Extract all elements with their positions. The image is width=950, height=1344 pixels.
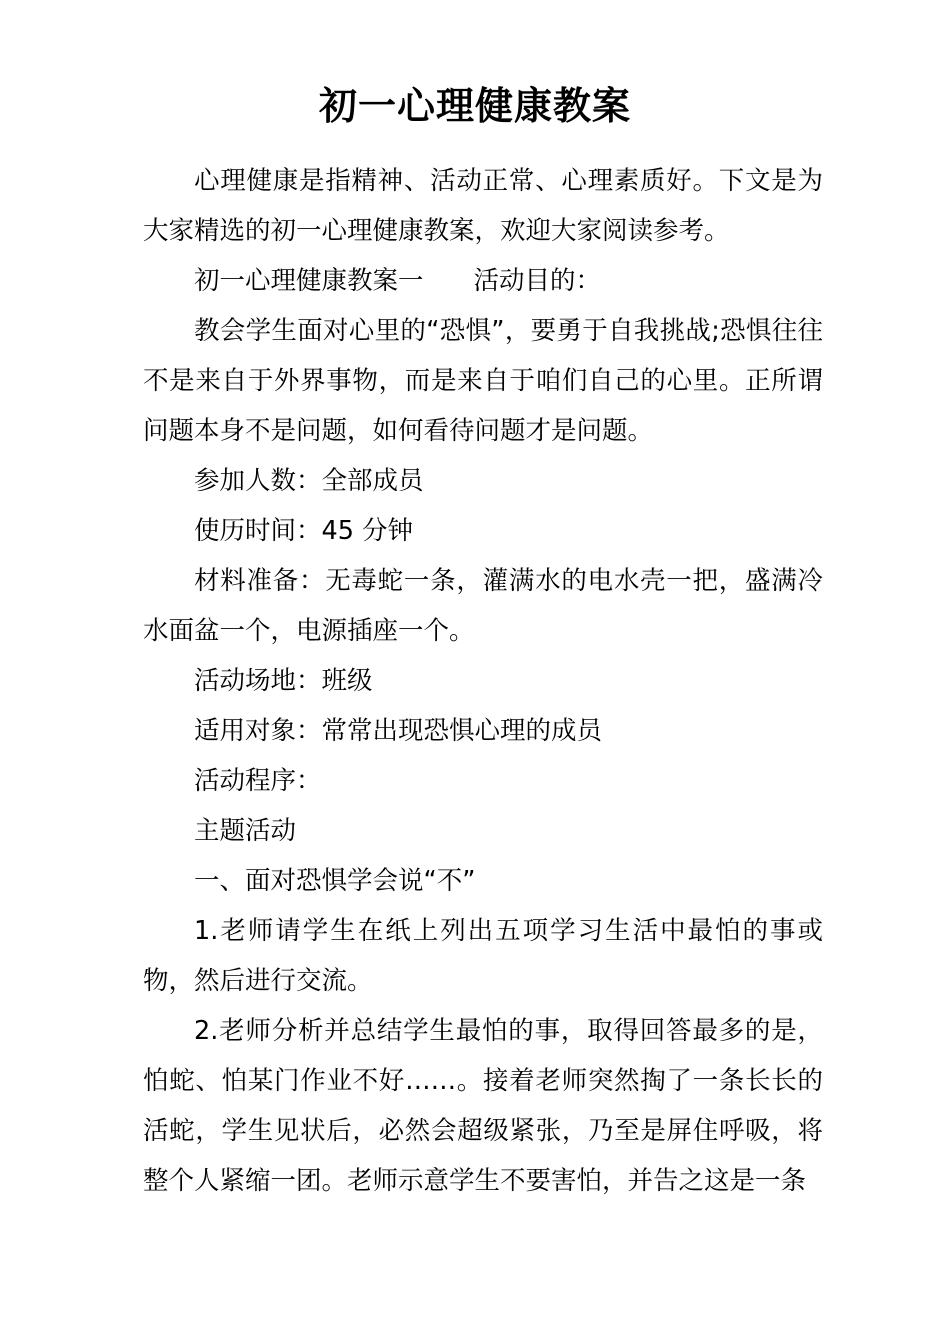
section-heading-line	[143, 256, 823, 306]
materials-paragraph: 材料准备：无毒蛇一条，灌满水的电水壳一把，盛满冷水面盆一个，电源插座一个。	[143, 566, 823, 646]
procedure-line: 活动程序：	[194, 766, 322, 796]
participants-line: 参加人数：全部成员	[194, 466, 424, 496]
document-body	[143, 156, 823, 1206]
intro-paragraph: 心理健康是指精神、活动正常、心理素质好。下文是为大家精选的初一心理健康教案，欢迎大家阅读参考。	[143, 166, 823, 246]
document-title: 初一心理健康教案	[318, 83, 631, 128]
step-one-heading: 一、面对恐惧学会说“不”	[194, 866, 476, 896]
objective-paragraph: 教会学生面对心里的“恐惧”，要勇于自我挑战;恐惧往往不是来自于外界事物，而是来自于咱们自己的心里。正所谓问题本身不是问题，如何看待问题才是问题。	[143, 316, 823, 446]
theme-activity-line: 主题活动	[194, 816, 297, 846]
duration-line: 使历时间：45 分钟	[194, 516, 414, 546]
section-label: 活动目的：	[473, 266, 602, 296]
section-heading: 初一心理健康教案一	[194, 266, 424, 296]
audience-line: 适用对象：常常出现恐惧心理的成员	[194, 716, 603, 746]
step-one-item-1: 1.老师请学生在纸上列出五项学习生活中最怕的事或物，然后进行交流。	[143, 916, 823, 996]
venue-line: 活动场地：班级	[194, 666, 373, 696]
step-one-item-2: 2.老师分析并总结学生最怕的事，取得回答最多的是，怕蛇、怕某门作业不好……。接着老师突然掏了一条长长的活蛇，学生见状后，必然会超级紧张，乃至是屏住呼吸，将整个人紧缩一团。老师示意学生不要害怕，并告之这是一条	[143, 1016, 823, 1196]
